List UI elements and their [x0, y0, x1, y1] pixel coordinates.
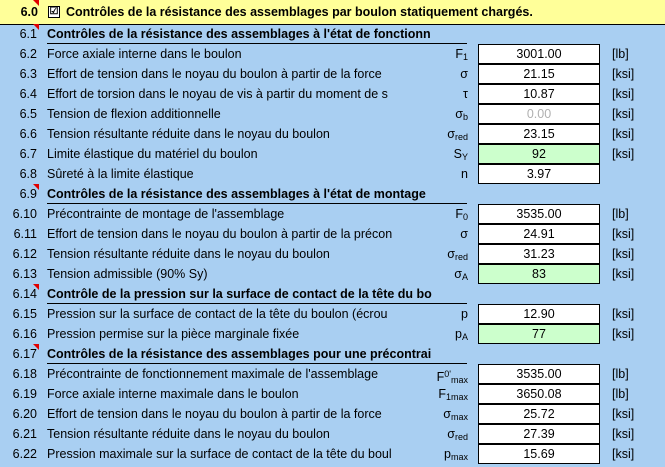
row-unit: [ksi] — [612, 147, 635, 161]
row-symbol — [408, 384, 468, 404]
row-unit: [ksi] — [612, 427, 635, 441]
table-row — [0, 164, 665, 184]
value-cell[interactable]: 21.15 — [478, 64, 600, 84]
row-label: Précontrainte de montage de l'assemblage — [47, 207, 285, 221]
symbol-base: F — [436, 370, 445, 384]
table-row — [0, 404, 665, 424]
table-row — [0, 364, 665, 384]
section-header-label: Contrôles de la résistance des assemblages pour une précontrai — [47, 347, 432, 361]
row-unit: [lb] — [612, 207, 629, 221]
row-number: 6.18 — [12, 367, 37, 381]
row-label: Tension résultante réduite dans le noyau du boulon — [47, 247, 330, 261]
row-label: Précontrainte de fonctionnement maximale de l'assemblage — [47, 367, 379, 381]
row-symbol — [408, 324, 468, 344]
row-symbol — [408, 204, 468, 224]
row-number: 6.16 — [12, 327, 37, 341]
row-number: 6.11 — [13, 227, 37, 241]
row-number: 6.4 — [19, 87, 37, 101]
row-symbol — [408, 404, 468, 424]
table-row — [0, 204, 665, 224]
row-symbol — [408, 104, 468, 124]
row-unit: [lb] — [612, 387, 629, 401]
row-symbol — [408, 424, 468, 444]
row-label: Sûreté à la limite élastique — [47, 167, 194, 181]
symbol-base: σ — [454, 267, 462, 281]
value-cell[interactable]: 3001.00 — [478, 44, 600, 64]
row-number: 6.10 — [12, 207, 37, 221]
comment-indicator[interactable] — [33, 184, 39, 190]
row-number: 6.5 — [19, 107, 37, 121]
section-header-row — [0, 184, 665, 204]
section-header-row — [0, 24, 665, 44]
symbol-base: F — [455, 47, 463, 61]
row-number: 6.20 — [12, 407, 37, 421]
row-label: Pression permise sur la pièce marginale fixée — [47, 327, 300, 341]
symbol-subscript: 1 — [462, 52, 468, 62]
row-symbol — [408, 164, 468, 184]
row-symbol — [408, 84, 468, 104]
value-cell[interactable]: 3650.08 — [478, 384, 600, 404]
row-number: 6.17 — [12, 347, 37, 361]
table-row — [0, 84, 665, 104]
table-row — [0, 44, 665, 64]
table-row — [0, 324, 665, 344]
symbol-base: n — [461, 167, 468, 181]
row-unit: [ksi] — [612, 87, 635, 101]
row-number: 6.2 — [19, 47, 37, 61]
row-unit — [612, 164, 660, 184]
table-row — [0, 144, 665, 164]
symbol-base: σ — [460, 67, 468, 81]
row-symbol — [408, 244, 468, 264]
symbol-subscript: 0 — [462, 212, 468, 222]
row-unit: [ksi] — [612, 307, 635, 321]
row-symbol — [408, 144, 468, 164]
value-cell[interactable]: 23.15 — [478, 124, 600, 144]
symbol-base: p — [444, 447, 451, 461]
row-symbol — [408, 264, 468, 284]
row-number: 6.21 — [12, 427, 37, 441]
row-unit: [ksi] — [612, 407, 635, 421]
value-cell[interactable]: 31.23 — [478, 244, 600, 264]
value-cell[interactable]: 24.91 — [478, 224, 600, 244]
row-number: 6.7 — [19, 147, 37, 161]
symbol-base: F — [455, 207, 463, 221]
section-title: Contrôles de la résistance des assemblages par boulon statiquement chargés. — [66, 5, 533, 19]
row-number: 6.13 — [12, 267, 37, 281]
row-unit: [ksi] — [612, 327, 635, 341]
symbol-base: S — [453, 147, 462, 161]
section-header-row — [0, 344, 665, 364]
row-label: Tension résultante réduite dans le noyau du boulon — [47, 127, 330, 141]
value-cell[interactable]: 25.72 — [478, 404, 600, 424]
symbol-subscript: b — [462, 112, 468, 122]
row-symbol — [408, 364, 468, 384]
symbol-subscript: A — [461, 272, 468, 282]
row-unit: [ksi] — [612, 127, 635, 141]
symbol-subscript: red — [454, 132, 468, 142]
table-row — [0, 224, 665, 244]
symbol-base: σ — [447, 427, 455, 441]
row-symbol — [408, 64, 468, 84]
value-cell[interactable]: 15.69 — [478, 444, 600, 464]
symbol-base: p — [461, 307, 468, 321]
value-cell[interactable]: 3535.00 — [478, 204, 600, 224]
section-header-label: Contrôle de la pression sur la surface de contact de la tête du bo — [47, 287, 432, 301]
row-number: 6.22 — [12, 447, 37, 461]
row-symbol — [408, 304, 468, 324]
symbol-superscript: 0' — [444, 369, 451, 379]
symbol-subscript: Y — [461, 152, 468, 162]
symbol-subscript: max — [450, 452, 468, 462]
table-row — [0, 304, 665, 324]
row-number: 6.3 — [19, 67, 37, 81]
value-cell[interactable]: 3535.00 — [478, 364, 600, 384]
symbol-subscript: max — [450, 412, 468, 422]
symbol-base: σ — [447, 127, 455, 141]
row-number: 6.9 — [19, 187, 37, 201]
symbol-subscript: red — [454, 432, 468, 442]
row-label: Effort de tension dans le noyau du boulon à partir de la précon — [47, 227, 393, 241]
row-unit: [ksi] — [612, 227, 635, 241]
row-symbol — [408, 44, 468, 64]
input-value-cell[interactable]: 77 — [478, 324, 600, 344]
row-label: Pression maximale sur la surface de contact de la tête du boul — [47, 447, 392, 461]
row-unit: [lb] — [612, 47, 629, 61]
table-row — [0, 384, 665, 404]
row-number: 6.8 — [19, 167, 37, 181]
value-cell[interactable]: 3.97 — [478, 164, 600, 184]
row-unit: [lb] — [612, 367, 629, 381]
comment-indicator[interactable] — [33, 24, 39, 30]
symbol-subscript: A — [461, 332, 468, 342]
row-symbol — [408, 224, 468, 244]
row-number: 6.1 — [19, 27, 37, 41]
symbol-subscript: max — [450, 375, 468, 385]
table-row — [0, 244, 665, 264]
section-header-label: Contrôles de la résistance des assemblages à l'état de fonctionn — [47, 27, 431, 41]
comment-indicator[interactable] — [33, 344, 39, 350]
row-symbol — [408, 124, 468, 144]
symbol-base: p — [455, 327, 462, 341]
value-cell[interactable]: 27.39 — [478, 424, 600, 444]
row-unit: [ksi] — [612, 447, 635, 461]
row-number: 6.19 — [12, 387, 37, 401]
symbol-subscript: red — [454, 252, 468, 262]
value-cell[interactable]: 10.87 — [478, 84, 600, 104]
row-label: Tension admissible (90% Sy) — [47, 267, 208, 281]
symbol-base: σ — [443, 407, 451, 421]
row-label: Effort de torsion dans le noyau de vis à partir du moment de s — [47, 87, 388, 101]
row-number: 6.6 — [19, 127, 37, 141]
table-row — [0, 424, 665, 444]
row-unit: [ksi] — [612, 107, 635, 121]
row-label: Tension de flexion additionnelle — [47, 107, 221, 121]
input-value-cell[interactable]: 92 — [478, 144, 600, 164]
symbol-base: σ — [460, 227, 468, 241]
input-value-cell[interactable]: 83 — [478, 264, 600, 284]
value-cell[interactable]: 0.00 — [478, 104, 600, 124]
row-number: 6.15 — [12, 307, 37, 321]
comment-indicator[interactable] — [33, 284, 39, 290]
row-label: Effort de tension dans le noyau du boulon à partir de la force — [47, 407, 382, 421]
row-unit: [ksi] — [612, 67, 635, 81]
symbol-base: F — [438, 387, 446, 401]
row-label: Effort de tension dans le noyau du boulon à partir de la force — [47, 67, 382, 81]
symbol-subscript: 1max — [445, 392, 468, 402]
table-row — [0, 104, 665, 124]
row-number: 6.12 — [12, 247, 37, 261]
section-title-bar — [0, 0, 665, 25]
table-row — [0, 264, 665, 284]
row-symbol — [408, 444, 468, 464]
row-label: Tension résultante réduite dans le noyau du boulon — [47, 427, 330, 441]
row-number: 6.14 — [12, 287, 37, 301]
row-label: Limite élastique du matériel du boulon — [47, 147, 258, 161]
section-header-label: Contrôles de la résistance des assemblages à l'état de montage — [47, 187, 426, 201]
row-label: Force axiale interne maximale dans le boulon — [47, 387, 299, 401]
row-label: Force axiale interne dans le boulon — [47, 47, 242, 61]
section-checkbox[interactable]: ☑ — [49, 6, 59, 17]
symbol-base: σ — [447, 247, 455, 261]
row-unit: [ksi] — [612, 247, 635, 261]
section-header-row — [0, 284, 665, 304]
value-cell[interactable]: 12.90 — [478, 304, 600, 324]
row-unit: [ksi] — [612, 267, 635, 281]
table-row — [0, 124, 665, 144]
table-row — [0, 64, 665, 84]
table-row — [0, 444, 665, 464]
section-number: 6.0 — [20, 5, 38, 19]
symbol-base: σ — [455, 107, 463, 121]
row-label: Pression sur la surface de contact de la tête du boulon (écrou — [47, 307, 388, 321]
symbol-base: τ — [463, 87, 468, 101]
